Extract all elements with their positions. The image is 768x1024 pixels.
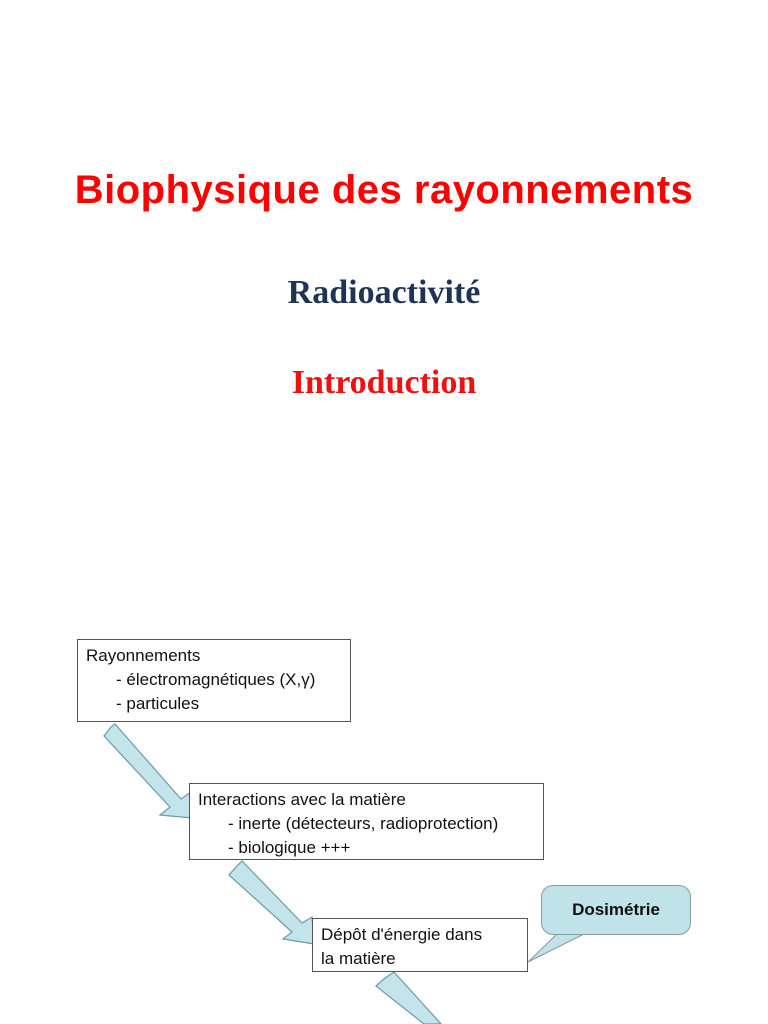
rayonnements-box (77, 639, 351, 722)
depot-energie-line: la matière (321, 949, 396, 968)
rayonnements-item: - particules (116, 694, 200, 713)
dosimetrie-label: Dosimétrie (572, 900, 660, 919)
flow-arrow-3 (376, 972, 441, 1024)
interactions-item: - inerte (détecteurs, radioprotection) (228, 814, 499, 833)
interactions-box (189, 783, 544, 860)
flow-arrow-2 (229, 861, 314, 944)
interactions-item: - biologique +++ (228, 838, 351, 857)
rayonnements-item: - électromagnétiques (X,γ) (116, 670, 316, 689)
flow-arrow-1 (104, 724, 192, 818)
slide-title: Biophysique des rayonnements (74, 168, 694, 212)
rayonnements-heading: Rayonnements (86, 646, 201, 665)
section-heading: Introduction (291, 364, 477, 401)
slide-subtitle: Radioactivité (287, 274, 481, 311)
dosimetrie-callout (541, 885, 691, 935)
depot-energie-box (312, 918, 528, 972)
depot-energie-line: Dépôt d'énergie dans (321, 925, 483, 944)
callout-pointer (528, 931, 590, 962)
interactions-heading: Interactions avec la matière (198, 790, 406, 809)
